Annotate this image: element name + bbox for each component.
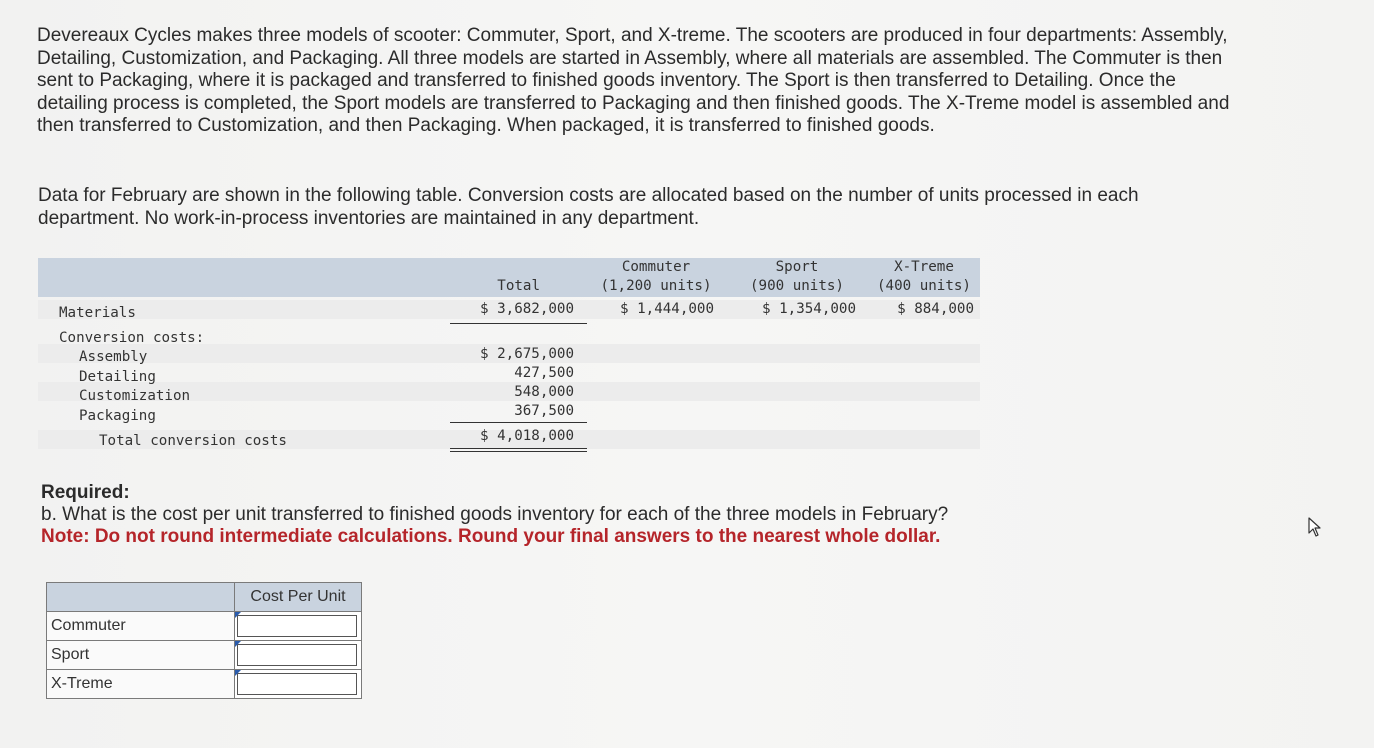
answer-row-label-xtreme: X-Treme [47, 670, 235, 699]
row-label-assembly: Assembly [79, 349, 148, 365]
rounding-note: Note: Do not round intermediate calculations. Round your final answers to the nearest whole dollar. [41, 526, 941, 547]
materials-commuter: $ 1,444,000 [620, 301, 714, 317]
required-question: b. What is the cost per unit transferred to finished goods inventory for each of the three models in February? [41, 504, 949, 525]
header-xtreme: X-Treme [894, 259, 954, 275]
row-label-total-conversion: Total conversion costs [99, 433, 287, 449]
packaging-total: 367,500 [514, 403, 574, 419]
customization-total: 548,000 [514, 384, 574, 400]
answer-row-label-sport: Sport [47, 641, 235, 670]
answer-cell-commuter [235, 612, 362, 641]
header-sport: Sport [775, 259, 819, 275]
row-label-detailing: Detailing [79, 369, 156, 385]
data-description: Data for February are shown in the following table. Conversion costs are allocated based on the number of units processed in each department. No work-in-process inventories are maintained in any department. [38, 185, 1139, 229]
required-label: Required: [41, 482, 130, 503]
answer-row-label-commuter: Commuter [47, 612, 235, 641]
sport-cost-input[interactable] [237, 644, 357, 666]
total-double-underline [450, 448, 587, 452]
commuter-cost-input[interactable] [237, 615, 357, 637]
assembly-total: $ 2,675,000 [480, 346, 574, 362]
detailing-total: 427,500 [514, 365, 574, 381]
answer-header-blank [47, 583, 235, 612]
materials-total-underline [450, 323, 587, 324]
input-marker-icon [235, 612, 241, 618]
materials-xtreme: $ 884,000 [897, 301, 974, 317]
answer-cell-sport [235, 641, 362, 670]
problem-description: Devereaux Cycles makes three models of scooter: Commuter, Sport, and X-treme. The scooters are produced in four departments: Assembly, Detailing, Customization, and Packaging. All three models are started in Assembly, where all materials are assembled. The Commuter is then sent to Packaging, where it is packaged and transferred to finished goods inventory. The Sport is then transferred to Detailing. Once the detailing process is completed, the Sport models are transferred to Packaging and then finished goods. The X-Treme model is assembled and then transferred to Customization, and then Packaging. When packaged, it is transferred to finished goods. [37, 25, 1230, 137]
header-commuter-units: (1,200 units) [600, 278, 712, 294]
total-conversion-value: $ 4,018,000 [480, 428, 574, 444]
header-commuter: Commuter [621, 259, 691, 275]
xtreme-cost-input[interactable] [237, 673, 357, 695]
answer-header-cost-per-unit: Cost Per Unit [235, 583, 362, 612]
mouse-pointer-icon [1307, 517, 1323, 537]
packaging-underline [450, 422, 587, 423]
header-sport-units: (900 units) [750, 278, 844, 294]
materials-sport: $ 1,354,000 [762, 301, 856, 317]
materials-total: $ 3,682,000 [480, 301, 574, 317]
row-label-materials: Materials [59, 305, 136, 321]
header-total: Total [497, 278, 540, 294]
answer-table [46, 582, 362, 699]
header-xtreme-units: (400 units) [877, 278, 971, 294]
input-marker-icon [235, 670, 241, 676]
row-label-customization: Customization [79, 388, 191, 404]
row-label-conversion-costs: Conversion costs: [59, 330, 205, 346]
required-section [41, 482, 1041, 548]
answer-cell-xtreme [235, 670, 362, 699]
input-marker-icon [235, 641, 241, 647]
row-label-packaging: Packaging [79, 408, 156, 424]
